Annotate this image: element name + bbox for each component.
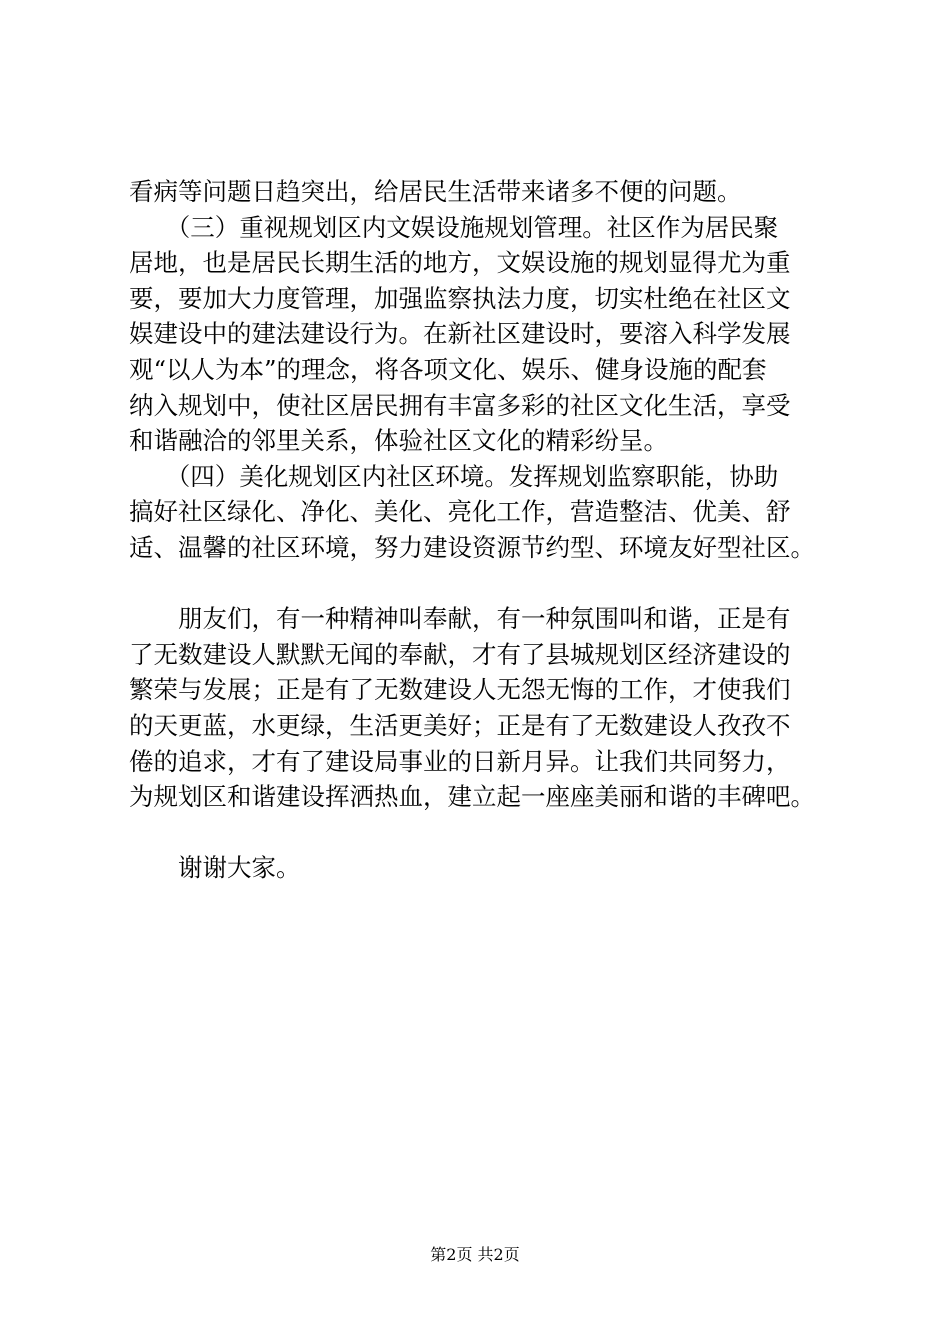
document-body <box>129 174 841 886</box>
text-line: 的天更蓝，水更绿，生活更美好；正是有了无数建设人孜孜不 <box>129 710 791 740</box>
page-footer <box>0 1245 950 1265</box>
text-line: 倦的追求，才有了建设局事业的日新月异。让我们共同努力， <box>129 746 791 776</box>
text-line: 纳入规划中，使社区居民拥有丰富多彩的社区文化生活，享受 <box>129 390 791 420</box>
blank-line <box>129 566 841 602</box>
text-line: （四）美化规划区内社区环境。发挥规划监察职能，协助 <box>129 461 779 491</box>
text-line: 了无数建设人默默无闻的奉献，才有了县城规划区经济建设的 <box>129 639 791 669</box>
text-line: 适、温馨的社区环境，努力建设资源节约型、环境友好型社区。 <box>129 532 815 562</box>
paragraph-block <box>129 174 841 886</box>
text-line: （三）重视规划区内文娱设施规划管理。社区作为居民聚 <box>129 212 779 242</box>
page-number-label: 第2页 共2页 <box>430 1245 520 1264</box>
text-line: 繁荣与发展；正是有了无数建设人无怨无悔的工作，才使我们 <box>129 675 791 705</box>
text-line: 搞好社区绿化、净化、美化、亮化工作，营造整洁、优美、舒 <box>129 497 791 527</box>
blank-line <box>129 815 841 851</box>
text-line: 观“以人为本”的理念，将各项文化、娱乐、健身设施的配套 <box>129 354 767 384</box>
text-line: 朋友们，有一种精神叫奉献，有一种氛围叫和谐，正是有 <box>129 604 791 634</box>
text-line: 谢谢大家。 <box>129 853 301 883</box>
text-line: 娱建设中的建法建设行为。在新社区建设时，要溶入科学发展 <box>129 319 791 349</box>
text-line: 和谐融洽的邻里关系，体验社区文化的精彩纷呈。 <box>129 426 668 456</box>
text-line: 居地，也是居民长期生活的地方，文娱设施的规划显得尤为重 <box>129 248 791 278</box>
text-line: 为规划区和谐建设挥洒热血，建立起一座座美丽和谐的丰碑吧。 <box>129 782 815 812</box>
text-line: 看病等问题日趋突出，给居民生活带来诸多不便的问题。 <box>129 177 742 206</box>
text-line: 要，要加大力度管理，加强监察执法力度，切实杜绝在社区文 <box>129 283 791 313</box>
